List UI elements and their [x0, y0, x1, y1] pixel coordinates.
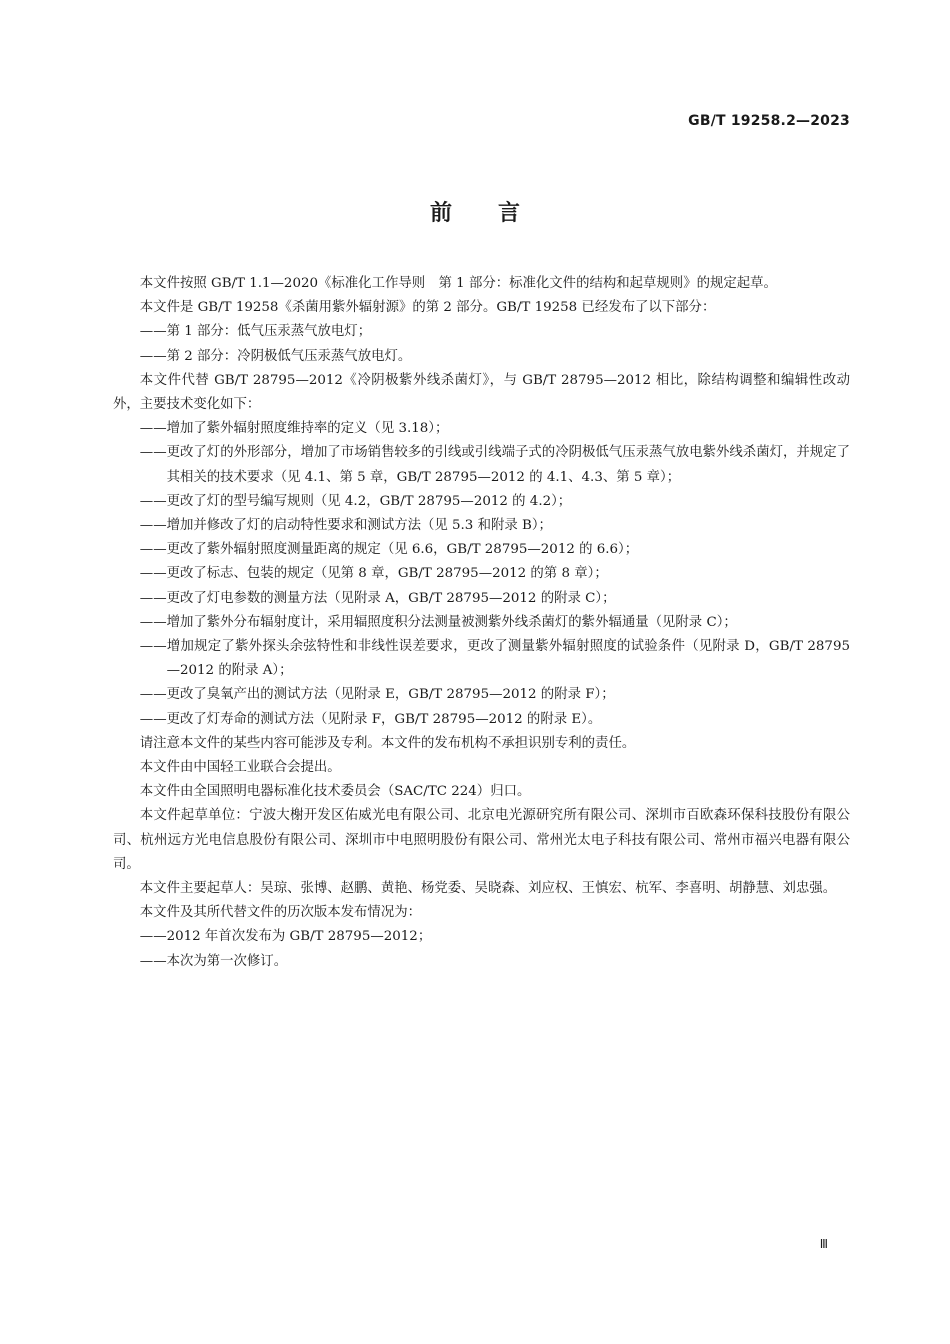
paragraph-patent-notice: 请注意本文件的某些内容可能涉及专利。本文件的发布机构不承担识别专利的责任。: [139, 735, 636, 751]
list-item-version: ——2012 年首次发布为 GB/T 28795—2012；: [139, 929, 432, 945]
list-item-change: ——更改了紫外辐射照度测量距离的规定（见 6.6，GB/T 28795—2012 的 6.6）；: [139, 542, 639, 558]
paragraph-drafting-units: 本文件起草单位：宁波大榭开发区佑威光电有限公司、北京电光源研究所有限公司、深圳市百欧森环保科技股份有限公司、杭州远方光电信息股份有限公司、深圳市中电照明股份有限公司、常州光太电子科技有限公司、常州市福兴电器有限公司。: [113, 808, 850, 872]
standard-code: GB/T 19258.2—2023: [688, 113, 850, 129]
list-item-part-2: ——第 2 部分：冷阴极低气压汞蒸气放电灯。: [139, 348, 412, 364]
foreword-body: [113, 272, 850, 974]
paragraph-drafting-rules: 本文件按照 GB/T 1.1—2020《标准化工作导则 第 1 部分：标准化文件的结构和起草规则》的规定起草。: [139, 276, 777, 291]
paragraph-committee: 本文件由全国照明电器标准化技术委员会（SAC/TC 224）归口。: [139, 784, 531, 800]
list-item-change: ——更改了灯的型号编写规则（见 4.2，GB/T 28795—2012 的 4.2）；: [139, 493, 572, 509]
list-item-version: ——本次为第一次修订。: [139, 953, 288, 969]
paragraph-proposer: 本文件由中国轻工业联合会提出。: [139, 760, 341, 776]
list-item-change: ——增加规定了紫外探头余弦特性和非线性误差要求，更改了测量紫外辐射照度的试验条件（见附录 D，GB/T 28795—2012 的附录 A）；: [139, 639, 850, 679]
list-item-change: ——更改了标志、包装的规定（见第 8 章，GB/T 28795—2012 的第 8 章）；: [139, 566, 608, 582]
paragraph-version-history: 本文件及其所代替文件的历次版本发布情况为：: [139, 905, 421, 921]
list-item-change: ——更改了灯电参数的测量方法（见附录 A，GB/T 28795—2012 的附录 C）；: [139, 590, 616, 606]
paragraph-drafters: 本文件主要起草人：吴琼、张博、赵鹏、黄艳、杨党委、吴晓森、刘应权、王慎宏、杭军、李喜明、胡静慧、刘忠强。: [139, 881, 837, 897]
list-item-change: ——增加了紫外分布辐射度计，采用辐照度积分法测量被测紫外线杀菌灯的紫外辐通量（见附录 C）；: [139, 614, 737, 630]
list-item-part-1: ——第 1 部分：低气压汞蒸气放电灯；: [139, 324, 372, 340]
paragraph-series-intro: 本文件是 GB/T 19258《杀菌用紫外辐射源》的第 2 部分。GB/T 19258 已经发布了以下部分：: [139, 300, 716, 316]
page-title: 前言: [429, 201, 566, 226]
paragraph-replacement: 本文件代替 GB/T 28795—2012《冷阴极紫外线杀菌灯》，与 GB/T 28795—2012 相比，除结构调整和编辑性改动外，主要技术变化如下：: [113, 372, 850, 413]
page-number: Ⅲ: [819, 1237, 828, 1251]
list-item-change: ——增加并修改了灯的启动特性要求和测试方法（见 5.3 和附录 B）；: [139, 518, 552, 534]
list-item-change: ——更改了臭氧产出的测试方法（见附录 E，GB/T 28795—2012 的附录 F）；: [139, 687, 615, 703]
list-item-change: ——增加了紫外辐射照度维持率的定义（见 3.18）；: [139, 421, 449, 437]
list-item-change: ——更改了灯寿命的测试方法（见附录 F，GB/T 28795—2012 的附录 E）。: [139, 711, 602, 727]
list-item-change: ——更改了灯的外形部分，增加了市场销售较多的引线或引线端子式的冷阴极低气压汞蒸气放电紫外线杀菌灯，并规定了其相关的技术要求（见 4.1、第 5 章，GB/T 28795—2012 的 4.1、4.3、第 5 章）；: [139, 445, 850, 485]
